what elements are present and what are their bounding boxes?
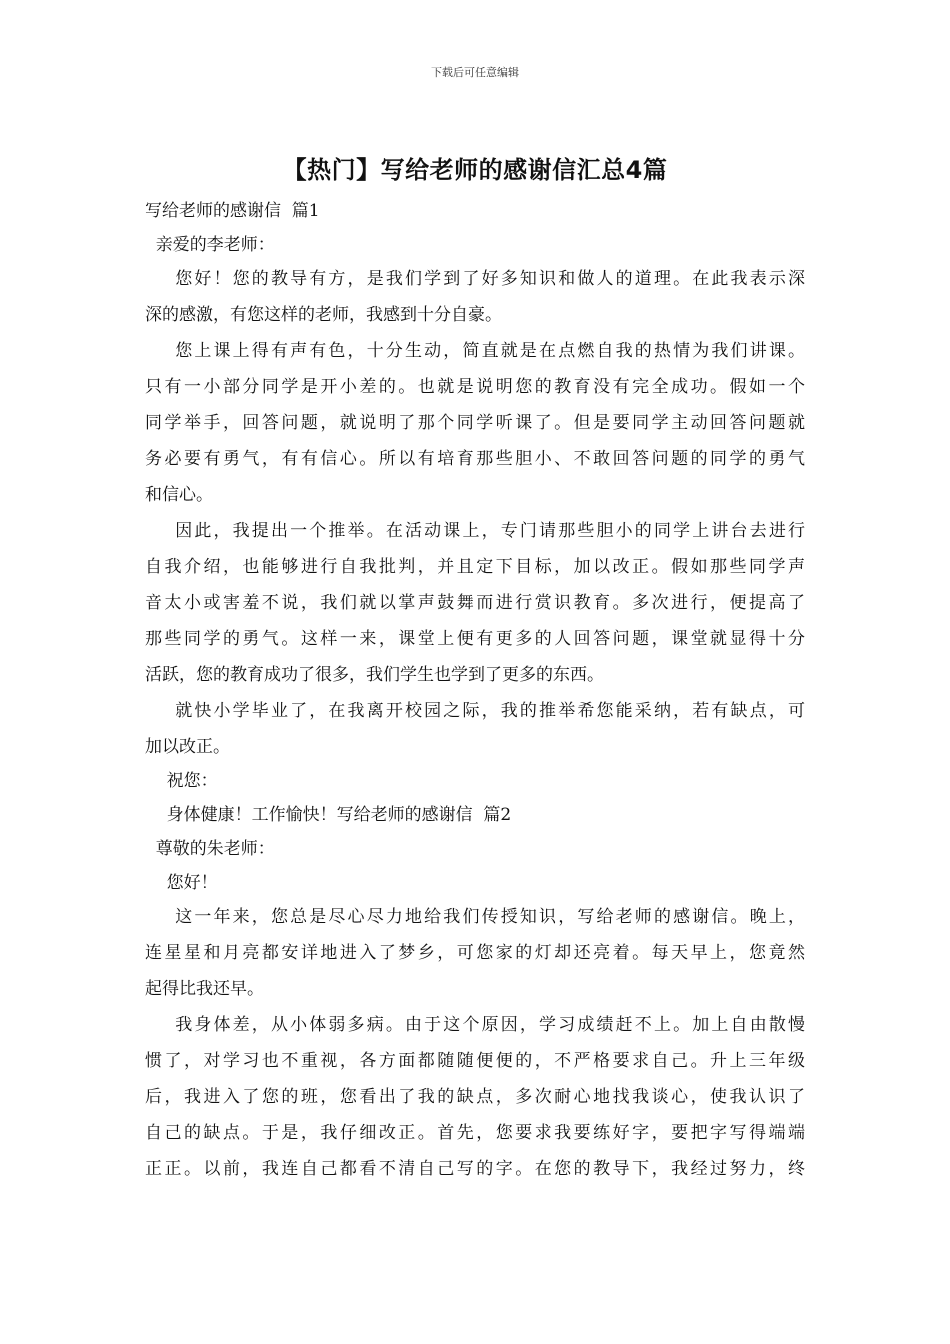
body-line: 音太小或害羞不说，我们就以掌声鼓舞而进行赏识教育。多次进行，便提高了 [145, 593, 805, 613]
section-heading-1: 写给老师的感谢信 篇1 [145, 201, 320, 221]
body-line: 深的感激，有您这样的老师，我感到十分自豪。 [145, 305, 502, 325]
body-line: 后，我进入了您的班，您看出了我的缺点，多次耐心地找我谈心，使我认识了 [145, 1087, 805, 1107]
body-line: 加以改正。 [145, 737, 230, 757]
body-line: 因此，我提出一个推举。在活动课上，专门请那些胆小的同学上讲台去进行 [145, 521, 805, 541]
body-line: 连星星和月亮都安详地进入了梦乡，可您家的灯却还亮着。每天早上，您竟然 [145, 943, 805, 963]
body-line: 我身体差，从小体弱多病。由于这个原因，学习成绩赶不上。加上自由散慢 [145, 1015, 805, 1035]
body-line: 起得比我还早。 [145, 979, 264, 999]
closing-line: 身体健康！工作愉快！写给老师的感谢信 篇2 [145, 805, 512, 825]
closing-line: 祝您： [145, 771, 218, 791]
body-line: 自己的缺点。于是，我仔细改正。首先，您要求我要练好字，要把字写得端端 [145, 1123, 805, 1143]
body-line: 您上课上得有声有色，十分生动，简直就是在点燃自我的热情为我们讲课。 [145, 341, 805, 361]
body-line: 和信心。 [145, 485, 213, 505]
body-line: 同学举手，回答问题，就说明了那个同学听课了。但是要同学主动回答问题就 [145, 413, 805, 433]
salutation-1: 亲爱的李老师： [145, 235, 275, 255]
document-title: 【热门】写给老师的感谢信汇总4篇 [282, 156, 668, 184]
body-line: 活跃，您的教育成功了很多，我们学生也学到了更多的东西。 [145, 665, 604, 685]
body-line: 就快小学毕业了，在我离开校园之际，我的推举希您能采纳，若有缺点，可 [145, 701, 805, 721]
body-line: 那些同学的勇气。这样一来，课堂上便有更多的人回答问题，课堂就显得十分 [145, 629, 805, 649]
body-line: 您好！您的教导有方，是我们学到了好多知识和做人的道理。在此我表示深 [145, 269, 805, 289]
body-line: 正正。以前，我连自己都看不清自己写的字。在您的教导下，我经过努力，终 [145, 1159, 805, 1179]
salutation-2: 尊敬的朱老师： [145, 839, 275, 859]
page-header-note: 下载后可任意编辑 [431, 66, 519, 79]
body-line: 自我介绍，也能够进行自我批判，并且定下目标，加以改正。假如那些同学声 [145, 557, 805, 577]
body-line: 只有一小部分同学是开小差的。也就是说明您的教育没有完全成功。假如一个 [145, 377, 805, 397]
body-line: 惯了，对学习也不重视，各方面都随随便便的，不严格要求自己。升上三年级 [145, 1051, 805, 1071]
body-line: 务必要有勇气，有有信心。所以有培育那些胆小、不敢回答问题的同学的勇气 [145, 449, 805, 469]
body-line: 这一年来，您总是尽心尽力地给我们传授知识，写给老师的感谢信。晚上， [145, 907, 805, 927]
document-body [145, 198, 805, 1192]
greeting-line: 您好！ [145, 873, 218, 893]
